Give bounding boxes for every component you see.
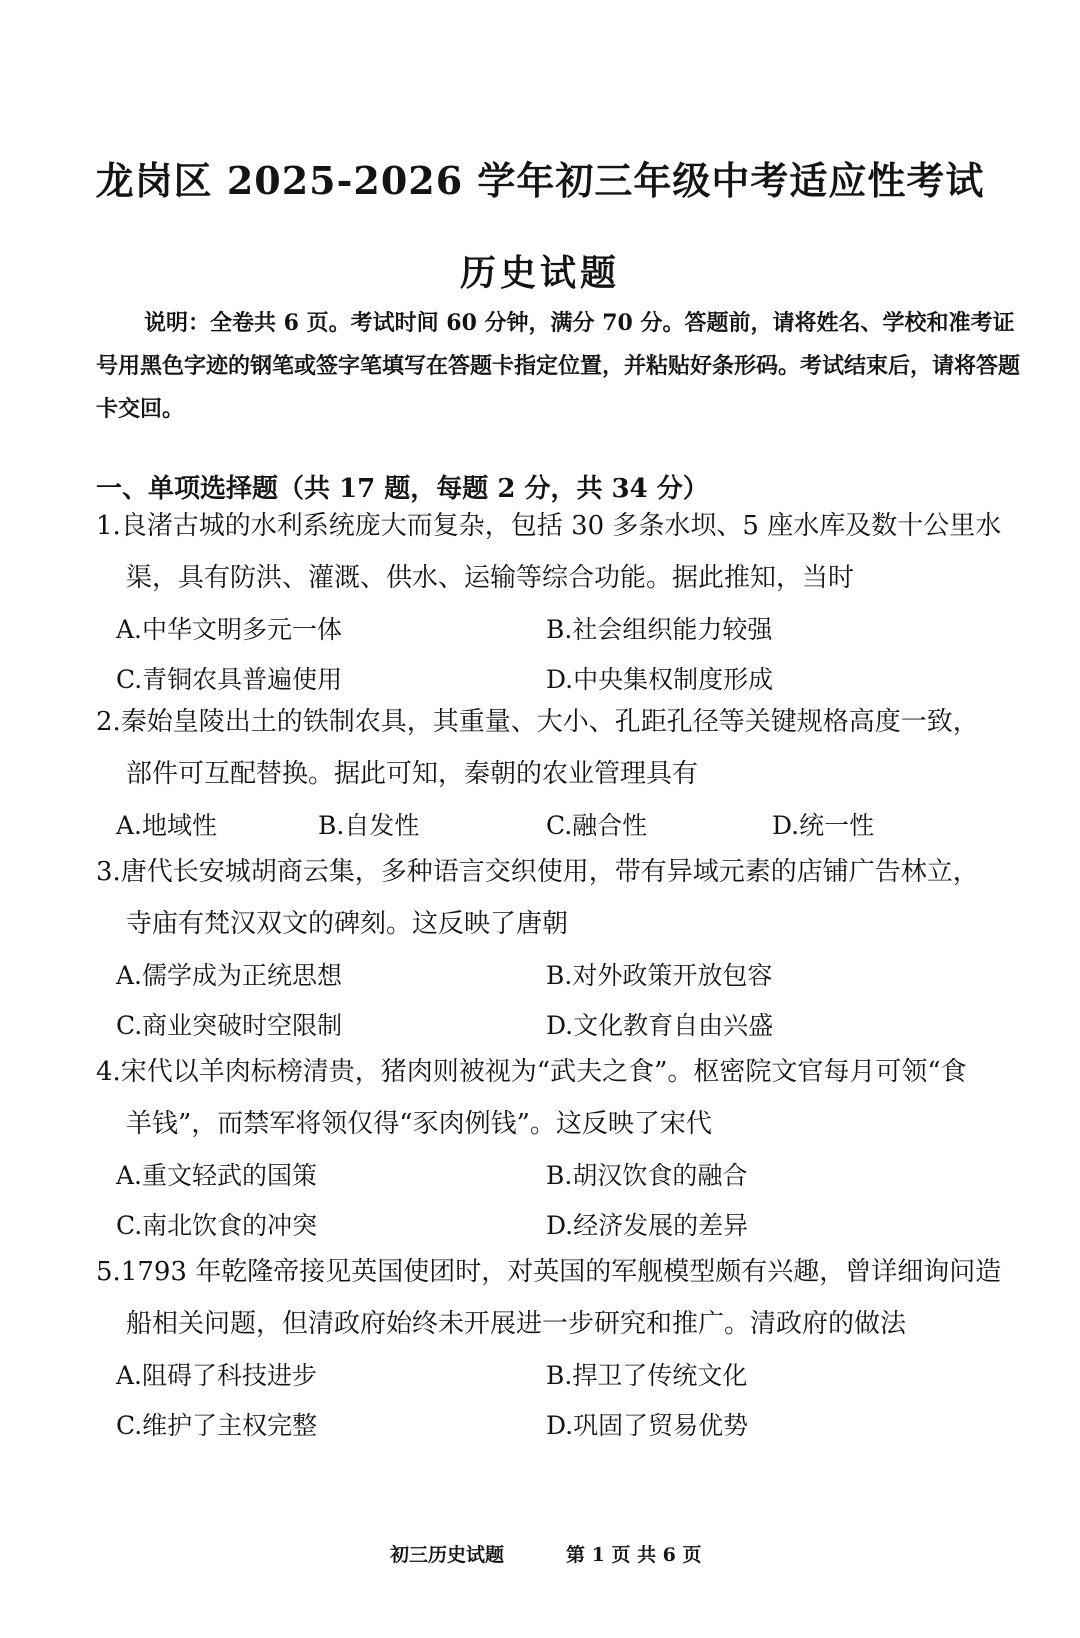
question-stem-line: 3.唐代长安城胡商云集，多种语言交织使用，带有异域元素的店铺广告林立， [96, 857, 979, 887]
question-stem [96, 846, 1036, 950]
question-stem-line: 4.宋代以羊肉标榜清贵，猪肉则被视为“武夫之食”。枢密院文官每月可领“食 [96, 1057, 967, 1087]
option-b: B.社会组织能力较强 [546, 615, 773, 644]
instructions-note: 说明：全卷共 6 页。考试时间 60 分钟，满分 70 分。答题前，请将姓名、学校和准考证号用黑色字迹的钢笔或签字笔填写在答题卡指定位置，并粘贴好条形码。考试结束后，请将答题卡交回。 [96, 310, 1021, 422]
options-row [96, 1400, 1036, 1450]
option-c: C.南北饮食的冲突 [116, 1211, 318, 1240]
question-stem-line: 部件可互配替换。据此可知，秦朝的农业管理具有 [126, 759, 699, 789]
footer-subject: 初三历史试题 [390, 1544, 505, 1566]
option-a: A.重文轻武的国策 [116, 1161, 318, 1190]
question-stem [96, 1246, 1036, 1350]
question-stem-line: 1.良渚古城的水利系统庞大而复杂，包括 30 多条水坝、5 座水库及数十公里水 [96, 511, 1002, 541]
exam-title: 龙岗区 2025-2026 学年初三年级中考适应性考试 [95, 158, 985, 203]
option-a: A.地域性 [116, 811, 218, 840]
question-stem-line: 寺庙有梵汉双文的碑刻。这反映了唐朝 [126, 909, 569, 939]
option-b: B.捍卫了传统文化 [546, 1361, 748, 1390]
question-1 [96, 500, 1036, 704]
question-5 [96, 1246, 1036, 1450]
option-c: C.青铜农具普遍使用 [116, 665, 343, 694]
question-stem-line: 船相关问题，但清政府始终未开展进一步研究和推广。清政府的做法 [126, 1309, 907, 1339]
question-stem-line: 羊钱”，而禁军将领仅得“豕肉例钱”。这反映了宋代 [126, 1109, 712, 1139]
option-b: B.胡汉饮食的融合 [546, 1161, 748, 1190]
question-stem [96, 500, 1036, 604]
option-d: D.经济发展的差异 [546, 1211, 749, 1240]
option-d: D.巩固了贸易优势 [546, 1411, 749, 1440]
options-row [96, 1150, 1036, 1200]
option-d: D.文化教育自由兴盛 [546, 1011, 774, 1040]
footer-page-number: 第 1 页 共 6 页 [566, 1544, 702, 1566]
question-stem-line: 2.秦始皇陵出土的铁制农具，其重量、大小、孔距孔径等关键规格高度一致， [96, 707, 979, 737]
option-d: D.中央集权制度形成 [546, 665, 774, 694]
option-b: B.对外政策开放包容 [546, 961, 773, 990]
options-row [96, 800, 1036, 850]
option-c: C.融合性 [546, 811, 648, 840]
option-a: A.中华文明多元一体 [116, 615, 343, 644]
question-stem [96, 1046, 1036, 1150]
options-row [96, 1200, 1036, 1250]
options-row [96, 1000, 1036, 1050]
section-title: 一、单项选择题（共 17 题，每题 2 分，共 34 分） [96, 474, 709, 504]
question-stem-line: 渠，具有防洪、灌溉、供水、运输等综合功能。据此推知，当时 [126, 563, 855, 593]
exam-subtitle: 历史试题 [459, 252, 620, 294]
question-3 [96, 846, 1036, 1050]
option-c: C.维护了主权完整 [116, 1411, 318, 1440]
question-2 [96, 696, 1036, 850]
question-stem [96, 696, 1036, 800]
question-4 [96, 1046, 1036, 1250]
options-row [96, 950, 1036, 1000]
option-b: B.自发性 [318, 811, 420, 840]
options-row [96, 1350, 1036, 1400]
option-c: C.商业突破时空限制 [116, 1011, 343, 1040]
option-a: A.儒学成为正统思想 [116, 961, 343, 990]
question-stem-line: 5.1793 年乾隆帝接见英国使团时，对英国的军舰模型颇有兴趣，曾详细询问造 [96, 1257, 1002, 1287]
options-row [96, 604, 1036, 654]
option-d: D.统一性 [772, 811, 875, 840]
option-a: A.阻碍了科技进步 [116, 1361, 318, 1390]
